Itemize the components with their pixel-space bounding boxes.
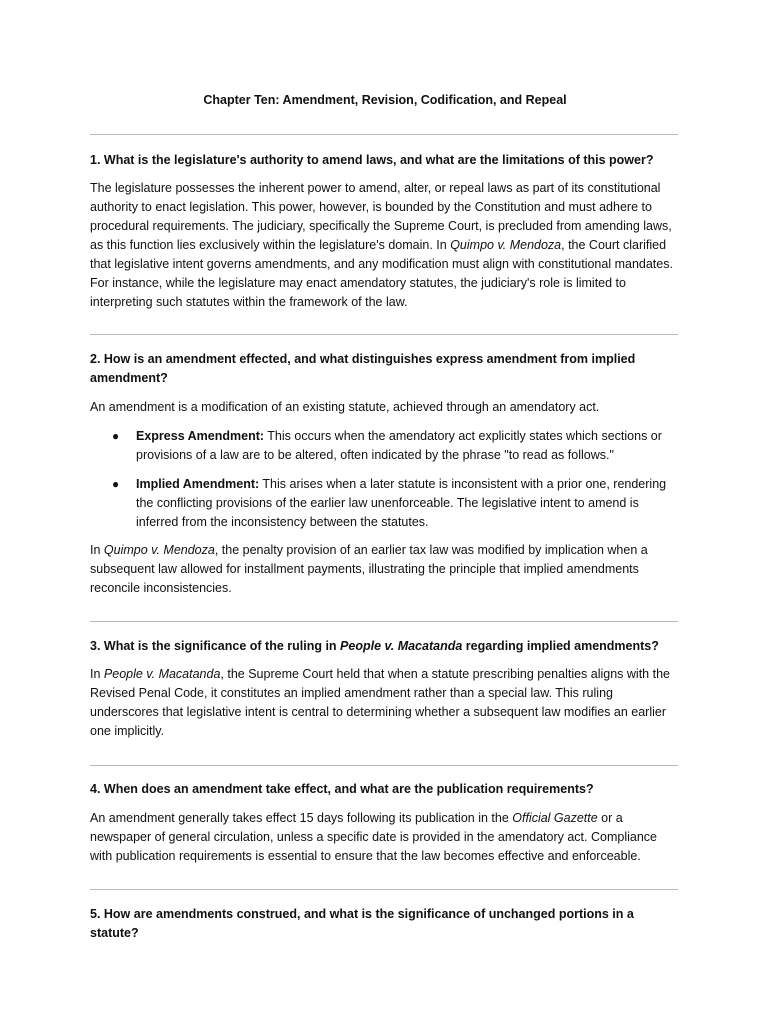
answer-4: An amendment generally takes effect 15 days following its publication in the Official Gazette or a newspaper of general circulation, unless a specific date is provided in the amendatory act. Compliance with publication requirements is essential to ensure that the law becomes effective and enforceable. bbox=[90, 811, 657, 863]
case-name: Quimpo v. Mendoza bbox=[103, 543, 215, 557]
section-divider bbox=[90, 765, 678, 766]
case-name: People v. Macatanda bbox=[103, 667, 221, 681]
question-1: 1. What is the legislature's authority to amend laws, and what are the limitations of this power? bbox=[90, 153, 654, 167]
answer-2-closing: In Quimpo v. Mendoza, the penalty provision of an earlier tax law was modified by implication when a subsequent law allowed for installment payments, illustrating the principle that implied amendments reconcile inconsistencies. bbox=[90, 543, 648, 595]
question-4: 4. When does an amendment take effect, and what are the publication requirements? bbox=[90, 782, 594, 796]
section-divider bbox=[90, 889, 678, 890]
amendment-types-list bbox=[90, 427, 680, 542]
list-item-term: Implied Amendment: bbox=[136, 477, 260, 491]
list-item-term: Express Amendment: bbox=[136, 429, 265, 443]
publication-name: Official Gazette bbox=[512, 811, 598, 825]
list-item bbox=[90, 427, 680, 465]
section-divider bbox=[90, 134, 678, 135]
answer-1: The legislature possesses the inherent power to amend, alter, or repeal laws as part of its constitutional authority to enact legislation. This power, however, is bounded by the Constitution and must adhere to procedural requirements. The judiciary, specifically the Supreme Court, is precluded from amending laws, as this function lies exclusively within the legislature's domain. In Quimpo v. Mendoza, the Court clarified that legislative intent governs amendments, and any modification must align with constitutional mandates. For instance, while the legislature may enact amendatory statutes, the judiciary's role is limited to interpreting such statutes within the framework of the law. bbox=[90, 181, 673, 309]
answer-2-intro: An amendment is a modification of an existing statute, achieved through an amendatory act. bbox=[90, 400, 600, 414]
case-name: Quimpo v. Mendoza bbox=[450, 238, 562, 252]
chapter-title: Chapter Ten: Amendment, Revision, Codification, and Repeal bbox=[203, 93, 567, 107]
question-3: 3. What is the significance of the ruling in People v. Macatanda regarding implied amendments? bbox=[90, 639, 659, 653]
section-divider bbox=[90, 621, 678, 622]
question-5: 5. How are amendments construed, and what is the significance of unchanged portions in a statute? bbox=[90, 907, 634, 940]
bullet-icon: ● bbox=[112, 477, 120, 491]
list-item-text: This occurs when the amendatory act explicitly states which sections or provisions of a law are to be altered, often indicated by the phrase "to read as follows." bbox=[136, 429, 662, 462]
bullet-icon: ● bbox=[112, 429, 120, 443]
answer-3: In People v. Macatanda, the Supreme Court held that when a statute prescribing penalties aligns with the Revised Penal Code, it constitutes an implied amendment rather than a special law. This ruling underscores that legislative intent is central to determining whether a subsequent law modifies an earlier one implicitly. bbox=[90, 667, 670, 738]
question-2: 2. How is an amendment effected, and what distinguishes express amendment from implied amendment? bbox=[90, 352, 636, 385]
section-divider bbox=[90, 334, 678, 335]
list-item-text: This arises when a later statute is inconsistent with a prior one, rendering the conflicting provisions of the earlier law unenforceable. The legislative intent to amend is inferred from the inconsistency between the statutes. bbox=[136, 477, 667, 529]
list-item bbox=[90, 475, 680, 532]
case-name: People v. Macatanda bbox=[340, 639, 463, 653]
